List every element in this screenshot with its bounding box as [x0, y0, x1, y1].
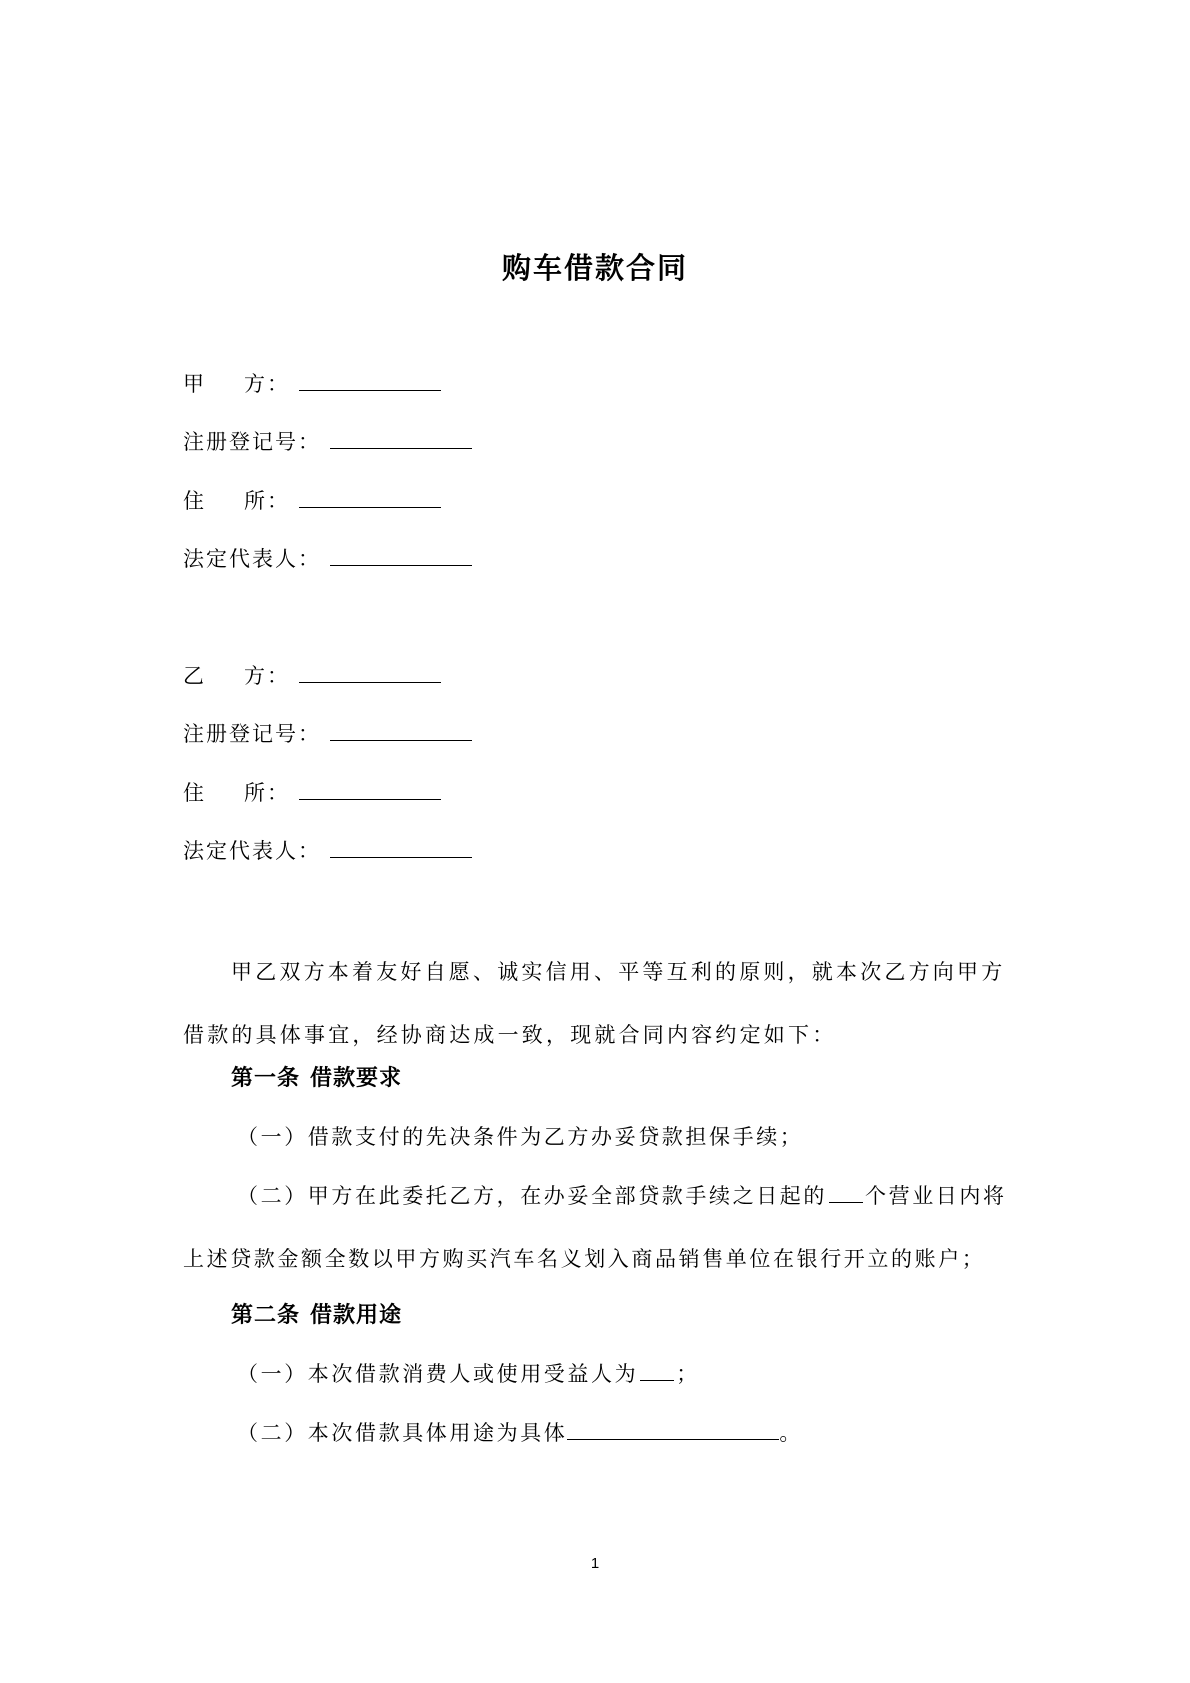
- loan-purpose-blank[interactable]: [567, 1417, 779, 1440]
- business-days-blank[interactable]: [829, 1180, 863, 1203]
- party-a-name-blank[interactable]: [299, 368, 441, 391]
- party-a-name-label-1: 甲: [183, 372, 206, 396]
- article-1-heading: [231, 1063, 402, 1093]
- party-b-reg-label: 注册登记号：: [183, 722, 321, 746]
- article-2-item-1-after: ；: [676, 1362, 700, 1386]
- article-2-item-2-after: 。: [779, 1421, 804, 1445]
- article-2-item-1-before: （一）本次借款消费人或使用受益人为: [237, 1362, 639, 1386]
- party-a-reg-label: 注册登记号：: [183, 430, 321, 454]
- beneficiary-blank[interactable]: [640, 1358, 674, 1381]
- article-1-item-1: （一）借款支付的先决条件为乙方办妥贷款担保手续；: [237, 1125, 804, 1149]
- party-a-reg-blank[interactable]: [330, 426, 472, 449]
- party-b-name-line: [183, 660, 441, 691]
- article-1-item-2: [183, 1165, 1023, 1291]
- article-2-heading: [231, 1300, 402, 1330]
- party-a-rep-line: [183, 543, 472, 574]
- article-1-item-2-after: 个营业日内将上述贷款金额全数以甲方购买汽车名义划入商品销售单位在银行开立的账户；: [183, 1184, 1007, 1271]
- party-a-name-line: [183, 368, 441, 399]
- party-b-rep-line: [183, 835, 472, 866]
- article-1-number: 第一条: [231, 1065, 301, 1091]
- party-b-name-label-2: 方：: [244, 664, 290, 688]
- party-a-name-label-2: 方：: [244, 372, 290, 396]
- article-2-item-2-before: （二）本次借款具体用途为具体: [237, 1421, 568, 1445]
- party-a-rep-blank[interactable]: [330, 543, 472, 566]
- article-1-item-2-before: （二）甲方在此委托乙方，在办妥全部贷款手续之日起的: [237, 1184, 827, 1208]
- article-2-title: 借款用途: [310, 1302, 403, 1328]
- party-b-reg-blank[interactable]: [330, 718, 472, 741]
- party-a-addr-label-2: 所：: [244, 489, 290, 513]
- party-a-addr-line: [183, 485, 441, 516]
- article-2-item-2: [237, 1417, 803, 1448]
- party-a-reg-line: [183, 426, 472, 457]
- party-b-addr-blank[interactable]: [299, 777, 441, 800]
- party-b-name-blank[interactable]: [299, 660, 441, 683]
- article-2-number: 第二条: [231, 1302, 301, 1328]
- party-a-rep-label: 法定代表人：: [183, 547, 321, 571]
- document-title: 购车借款合同: [501, 251, 688, 285]
- party-b-rep-blank[interactable]: [330, 835, 472, 858]
- article-1-title: 借款要求: [310, 1065, 403, 1091]
- party-b-addr-label-1: 住: [183, 781, 206, 805]
- party-b-reg-line: [183, 718, 472, 749]
- party-b-name-label-1: 乙: [183, 664, 206, 688]
- preamble-paragraph: 甲乙双方本着友好自愿、诚实信用、平等互利的原则，就本次乙方向甲方借款的具体事宜，经协商达成一致，现就合同内容约定如下：: [183, 960, 1006, 1047]
- article-2-item-1: [237, 1358, 700, 1389]
- page-number: 1: [590, 1555, 600, 1572]
- party-a-addr-label-1: 住: [183, 489, 206, 513]
- party-b-addr-line: [183, 777, 441, 808]
- party-b-addr-label-2: 所：: [244, 781, 290, 805]
- party-b-rep-label: 法定代表人：: [183, 839, 321, 863]
- party-a-addr-blank[interactable]: [299, 485, 441, 508]
